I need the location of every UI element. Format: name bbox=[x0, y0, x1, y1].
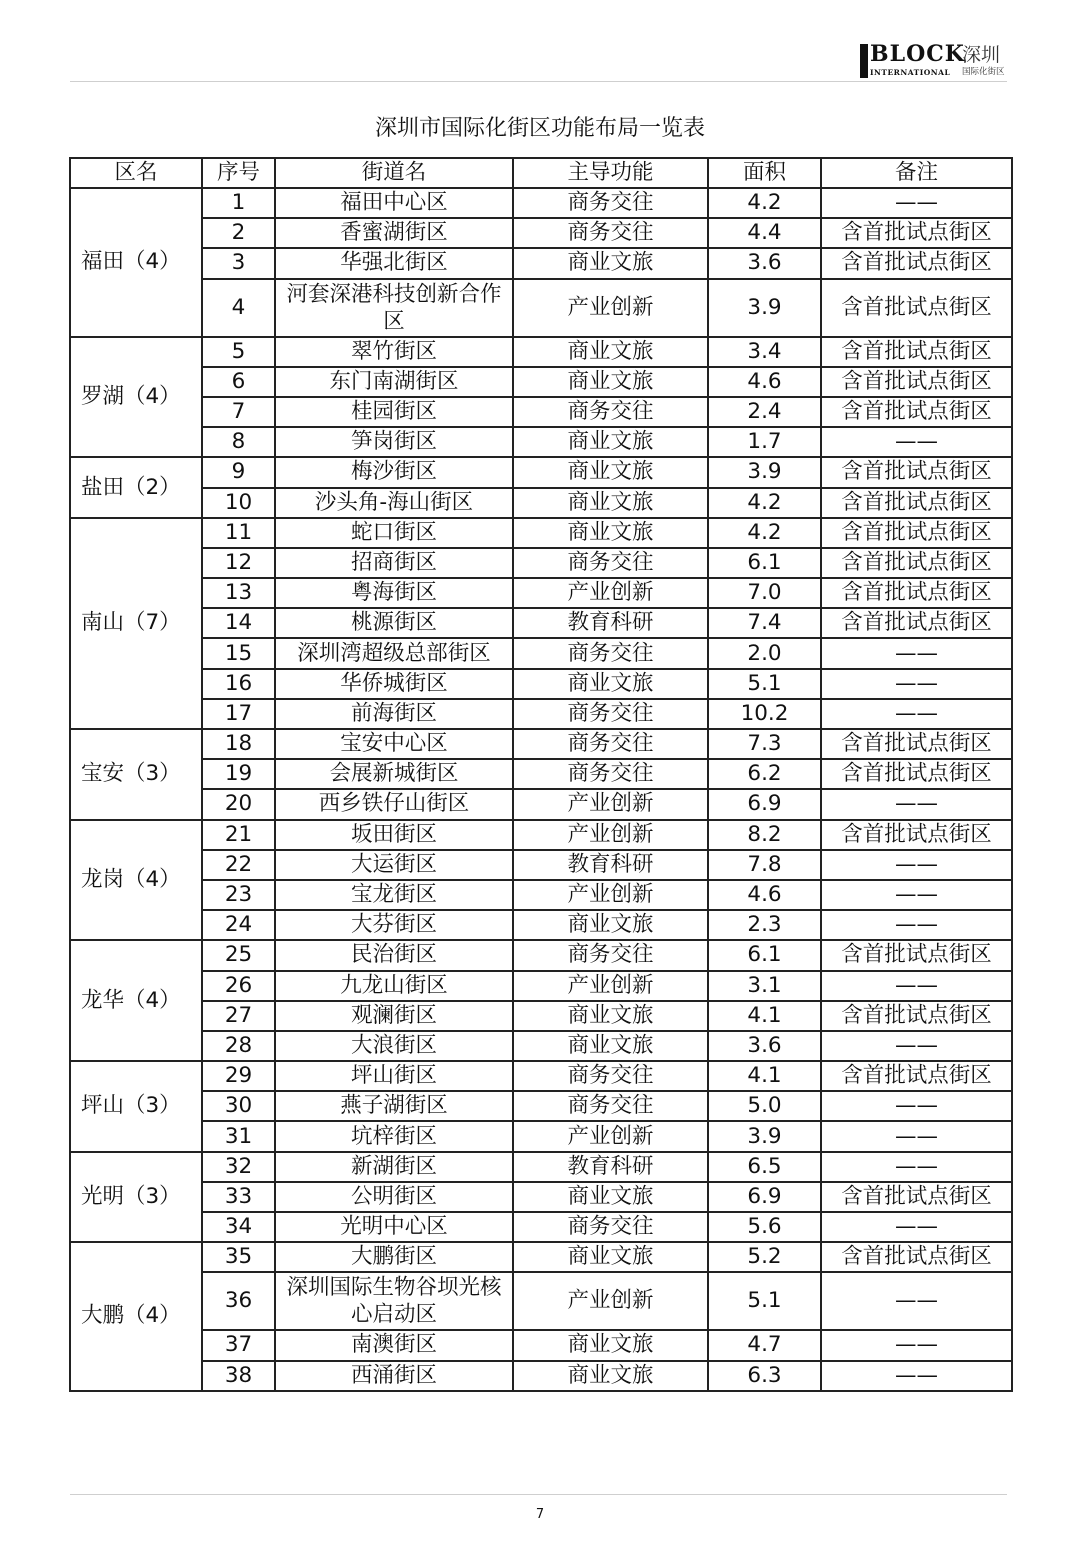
function-cell: 商业文旅 bbox=[513, 1361, 708, 1391]
table-row bbox=[70, 1001, 1012, 1031]
area-cell: 4.7 bbox=[708, 1330, 821, 1360]
area-cell: 7.3 bbox=[708, 729, 821, 759]
function-cell: 商业文旅 bbox=[513, 367, 708, 397]
function-cell: 商业文旅 bbox=[513, 1001, 708, 1031]
area-cell: 5.1 bbox=[708, 669, 821, 699]
street-name-cell: 福田中心区 bbox=[275, 188, 513, 218]
street-name-cell: 大运街区 bbox=[275, 850, 513, 880]
function-cell: 商务交往 bbox=[513, 638, 708, 668]
index-cell: 18 bbox=[202, 729, 275, 759]
area-cell: 8.2 bbox=[708, 820, 821, 850]
logo-city-name: 深圳 bbox=[962, 44, 1001, 66]
index-cell: 35 bbox=[202, 1242, 275, 1272]
note-cell: —— bbox=[821, 1031, 1012, 1061]
street-name-cell: 坂田街区 bbox=[275, 820, 513, 850]
note-cell: 含首批试点街区 bbox=[821, 488, 1012, 518]
area-cell: 4.6 bbox=[708, 880, 821, 910]
table-row bbox=[70, 1121, 1012, 1151]
table-row bbox=[70, 608, 1012, 638]
table-row bbox=[70, 971, 1012, 1001]
street-name-cell: 民治街区 bbox=[275, 940, 513, 970]
function-cell: 商业文旅 bbox=[513, 669, 708, 699]
index-cell: 14 bbox=[202, 608, 275, 638]
note-cell: —— bbox=[821, 971, 1012, 1001]
area-cell: 1.7 bbox=[708, 427, 821, 457]
street-name-cell: 梅沙街区 bbox=[275, 457, 513, 487]
function-cell: 商业文旅 bbox=[513, 488, 708, 518]
table-row bbox=[70, 910, 1012, 940]
table-row bbox=[70, 578, 1012, 608]
street-name-cell: 观澜街区 bbox=[275, 1001, 513, 1031]
note-cell: 含首批试点街区 bbox=[821, 759, 1012, 789]
note-cell: —— bbox=[821, 427, 1012, 457]
note-cell: —— bbox=[821, 1272, 1012, 1330]
street-name-cell: 华强北街区 bbox=[275, 248, 513, 278]
note-cell: 含首批试点街区 bbox=[821, 1242, 1012, 1272]
note-cell: —— bbox=[821, 1330, 1012, 1360]
note-cell: —— bbox=[821, 1091, 1012, 1121]
logo-subword: INTERNATIONAL bbox=[870, 68, 951, 77]
district-name-cell: 福田（4） bbox=[70, 188, 202, 337]
header-street: 街道名 bbox=[275, 158, 513, 188]
table-row bbox=[70, 1152, 1012, 1182]
street-name-cell: 深圳国际生物谷坝光核心启动区 bbox=[275, 1272, 513, 1330]
function-cell: 商务交往 bbox=[513, 759, 708, 789]
function-cell: 商务交往 bbox=[513, 188, 708, 218]
street-name-cell: 桂园街区 bbox=[275, 397, 513, 427]
index-cell: 15 bbox=[202, 638, 275, 668]
table-row bbox=[70, 457, 1012, 487]
function-cell: 产业创新 bbox=[513, 578, 708, 608]
index-cell: 17 bbox=[202, 699, 275, 729]
index-cell: 37 bbox=[202, 1330, 275, 1360]
note-cell: —— bbox=[821, 638, 1012, 668]
district-name-cell: 龙岗（4） bbox=[70, 820, 202, 941]
area-cell: 4.6 bbox=[708, 367, 821, 397]
table-header-row bbox=[70, 158, 1012, 188]
index-cell: 21 bbox=[202, 820, 275, 850]
street-name-cell: 前海街区 bbox=[275, 699, 513, 729]
area-cell: 4.2 bbox=[708, 488, 821, 518]
note-cell: —— bbox=[821, 880, 1012, 910]
table-row bbox=[70, 397, 1012, 427]
function-cell: 产业创新 bbox=[513, 880, 708, 910]
function-cell: 商务交往 bbox=[513, 940, 708, 970]
index-cell: 10 bbox=[202, 488, 275, 518]
area-cell: 3.9 bbox=[708, 279, 821, 337]
index-cell: 26 bbox=[202, 971, 275, 1001]
brand-logo bbox=[858, 42, 1008, 80]
index-cell: 31 bbox=[202, 1121, 275, 1151]
note-cell: 含首批试点街区 bbox=[821, 397, 1012, 427]
area-cell: 4.1 bbox=[708, 1061, 821, 1091]
note-cell: —— bbox=[821, 188, 1012, 218]
street-name-cell: 蛇口街区 bbox=[275, 518, 513, 548]
note-cell: 含首批试点街区 bbox=[821, 279, 1012, 337]
table-row bbox=[70, 789, 1012, 819]
table-row bbox=[70, 248, 1012, 278]
street-name-cell: 西乡铁仔山街区 bbox=[275, 789, 513, 819]
district-name-cell: 南山（7） bbox=[70, 518, 202, 729]
function-layout-table bbox=[69, 157, 1013, 1392]
district-name-cell: 大鹏（4） bbox=[70, 1242, 202, 1391]
note-cell: —— bbox=[821, 669, 1012, 699]
street-name-cell: 西涌街区 bbox=[275, 1361, 513, 1391]
district-name-cell: 光明（3） bbox=[70, 1152, 202, 1243]
area-cell: 4.4 bbox=[708, 218, 821, 248]
street-name-cell: 翠竹街区 bbox=[275, 337, 513, 367]
function-cell: 商业文旅 bbox=[513, 457, 708, 487]
area-cell: 3.9 bbox=[708, 457, 821, 487]
function-cell: 商业文旅 bbox=[513, 1182, 708, 1212]
area-cell: 6.9 bbox=[708, 1182, 821, 1212]
street-name-cell: 河套深港科技创新合作区 bbox=[275, 279, 513, 337]
street-name-cell: 大鹏街区 bbox=[275, 1242, 513, 1272]
table-row bbox=[70, 1242, 1012, 1272]
area-cell: 2.0 bbox=[708, 638, 821, 668]
table-row bbox=[70, 1182, 1012, 1212]
function-cell: 商务交往 bbox=[513, 1061, 708, 1091]
index-cell: 29 bbox=[202, 1061, 275, 1091]
street-name-cell: 南澳街区 bbox=[275, 1330, 513, 1360]
function-cell: 商业文旅 bbox=[513, 427, 708, 457]
note-cell: 含首批试点街区 bbox=[821, 1001, 1012, 1031]
district-name-cell: 盐田（2） bbox=[70, 457, 202, 517]
header-area: 面积 bbox=[708, 158, 821, 188]
district-name-cell: 宝安（3） bbox=[70, 729, 202, 820]
area-cell: 4.1 bbox=[708, 1001, 821, 1031]
index-cell: 30 bbox=[202, 1091, 275, 1121]
page-number: 7 bbox=[535, 1507, 545, 1522]
index-cell: 4 bbox=[202, 279, 275, 337]
street-name-cell: 光明中心区 bbox=[275, 1212, 513, 1242]
logo-bar-mark bbox=[860, 44, 868, 78]
area-cell: 6.5 bbox=[708, 1152, 821, 1182]
index-cell: 5 bbox=[202, 337, 275, 367]
function-cell: 产业创新 bbox=[513, 1121, 708, 1151]
note-cell: 含首批试点街区 bbox=[821, 608, 1012, 638]
street-name-cell: 沙头角-海山街区 bbox=[275, 488, 513, 518]
note-cell: 含首批试点街区 bbox=[821, 367, 1012, 397]
note-cell: —— bbox=[821, 1212, 1012, 1242]
function-cell: 商务交往 bbox=[513, 548, 708, 578]
table-row bbox=[70, 188, 1012, 218]
function-cell: 教育科研 bbox=[513, 608, 708, 638]
street-name-cell: 招商街区 bbox=[275, 548, 513, 578]
index-cell: 11 bbox=[202, 518, 275, 548]
note-cell: 含首批试点街区 bbox=[821, 820, 1012, 850]
note-cell: 含首批试点街区 bbox=[821, 1182, 1012, 1212]
table-row bbox=[70, 518, 1012, 548]
note-cell: 含首批试点街区 bbox=[821, 457, 1012, 487]
index-cell: 34 bbox=[202, 1212, 275, 1242]
area-cell: 5.0 bbox=[708, 1091, 821, 1121]
note-cell: 含首批试点街区 bbox=[821, 218, 1012, 248]
table-row bbox=[70, 1031, 1012, 1061]
function-cell: 产业创新 bbox=[513, 279, 708, 337]
function-cell: 产业创新 bbox=[513, 789, 708, 819]
index-cell: 20 bbox=[202, 789, 275, 819]
area-cell: 6.3 bbox=[708, 1361, 821, 1391]
area-cell: 4.2 bbox=[708, 518, 821, 548]
index-cell: 19 bbox=[202, 759, 275, 789]
note-cell: 含首批试点街区 bbox=[821, 548, 1012, 578]
note-cell: —— bbox=[821, 699, 1012, 729]
area-cell: 3.6 bbox=[708, 248, 821, 278]
index-cell: 22 bbox=[202, 850, 275, 880]
header-note: 备注 bbox=[821, 158, 1012, 188]
table-body bbox=[70, 188, 1012, 1391]
function-cell: 商务交往 bbox=[513, 218, 708, 248]
function-cell: 产业创新 bbox=[513, 971, 708, 1001]
table-row bbox=[70, 279, 1012, 337]
function-cell: 产业创新 bbox=[513, 820, 708, 850]
note-cell: —— bbox=[821, 1361, 1012, 1391]
note-cell: 含首批试点街区 bbox=[821, 729, 1012, 759]
logo-wordmark: BLOCK bbox=[870, 41, 965, 67]
index-cell: 1 bbox=[202, 188, 275, 218]
index-cell: 27 bbox=[202, 1001, 275, 1031]
table-row bbox=[70, 820, 1012, 850]
table-row bbox=[70, 1361, 1012, 1391]
street-name-cell: 公明街区 bbox=[275, 1182, 513, 1212]
table-row bbox=[70, 850, 1012, 880]
page-title: 深圳市国际化街区功能布局一览表 bbox=[374, 116, 705, 141]
index-cell: 6 bbox=[202, 367, 275, 397]
index-cell: 25 bbox=[202, 940, 275, 970]
note-cell: 含首批试点街区 bbox=[821, 518, 1012, 548]
street-name-cell: 香蜜湖街区 bbox=[275, 218, 513, 248]
street-name-cell: 深圳湾超级总部街区 bbox=[275, 638, 513, 668]
index-cell: 36 bbox=[202, 1272, 275, 1330]
table-row bbox=[70, 1212, 1012, 1242]
index-cell: 9 bbox=[202, 457, 275, 487]
note-cell: —— bbox=[821, 910, 1012, 940]
table-row bbox=[70, 367, 1012, 397]
street-name-cell: 九龙山街区 bbox=[275, 971, 513, 1001]
note-cell: —— bbox=[821, 850, 1012, 880]
function-cell: 商业文旅 bbox=[513, 1031, 708, 1061]
function-cell: 商业文旅 bbox=[513, 910, 708, 940]
area-cell: 3.6 bbox=[708, 1031, 821, 1061]
function-cell: 商业文旅 bbox=[513, 248, 708, 278]
note-cell: —— bbox=[821, 1152, 1012, 1182]
function-cell: 商务交往 bbox=[513, 729, 708, 759]
district-name-cell: 坪山（3） bbox=[70, 1061, 202, 1152]
header-divider bbox=[70, 81, 1007, 82]
table-row bbox=[70, 638, 1012, 668]
index-cell: 16 bbox=[202, 669, 275, 699]
area-cell: 4.2 bbox=[708, 188, 821, 218]
index-cell: 32 bbox=[202, 1152, 275, 1182]
index-cell: 13 bbox=[202, 578, 275, 608]
table-row bbox=[70, 337, 1012, 367]
area-cell: 10.2 bbox=[708, 699, 821, 729]
street-name-cell: 东门南湖街区 bbox=[275, 367, 513, 397]
street-name-cell: 笋岗街区 bbox=[275, 427, 513, 457]
table-row bbox=[70, 488, 1012, 518]
area-cell: 7.8 bbox=[708, 850, 821, 880]
table-row bbox=[70, 880, 1012, 910]
logo-subtitle: 国际化街区 bbox=[962, 67, 1005, 77]
table-row bbox=[70, 1061, 1012, 1091]
index-cell: 24 bbox=[202, 910, 275, 940]
area-cell: 6.2 bbox=[708, 759, 821, 789]
note-cell: 含首批试点街区 bbox=[821, 248, 1012, 278]
index-cell: 7 bbox=[202, 397, 275, 427]
note-cell: —— bbox=[821, 1121, 1012, 1151]
area-cell: 7.0 bbox=[708, 578, 821, 608]
index-cell: 23 bbox=[202, 880, 275, 910]
street-name-cell: 大芬街区 bbox=[275, 910, 513, 940]
note-cell: 含首批试点街区 bbox=[821, 337, 1012, 367]
function-cell: 商业文旅 bbox=[513, 337, 708, 367]
area-cell: 2.4 bbox=[708, 397, 821, 427]
area-cell: 3.4 bbox=[708, 337, 821, 367]
function-cell: 教育科研 bbox=[513, 850, 708, 880]
area-cell: 6.1 bbox=[708, 940, 821, 970]
table-row bbox=[70, 427, 1012, 457]
street-name-cell: 宝安中心区 bbox=[275, 729, 513, 759]
street-name-cell: 华侨城街区 bbox=[275, 669, 513, 699]
note-cell: 含首批试点街区 bbox=[821, 1061, 1012, 1091]
header-function: 主导功能 bbox=[513, 158, 708, 188]
street-name-cell: 会展新城街区 bbox=[275, 759, 513, 789]
area-cell: 6.1 bbox=[708, 548, 821, 578]
area-cell: 5.6 bbox=[708, 1212, 821, 1242]
area-cell: 5.1 bbox=[708, 1272, 821, 1330]
index-cell: 2 bbox=[202, 218, 275, 248]
index-cell: 33 bbox=[202, 1182, 275, 1212]
index-cell: 12 bbox=[202, 548, 275, 578]
note-cell: —— bbox=[821, 789, 1012, 819]
table-row bbox=[70, 699, 1012, 729]
function-cell: 商业文旅 bbox=[513, 1330, 708, 1360]
index-cell: 28 bbox=[202, 1031, 275, 1061]
function-cell: 商业文旅 bbox=[513, 1242, 708, 1272]
header-district: 区名 bbox=[70, 158, 202, 188]
note-cell: 含首批试点街区 bbox=[821, 578, 1012, 608]
function-cell: 产业创新 bbox=[513, 1272, 708, 1330]
street-name-cell: 宝龙街区 bbox=[275, 880, 513, 910]
table-row bbox=[70, 548, 1012, 578]
street-name-cell: 坑梓街区 bbox=[275, 1121, 513, 1151]
street-name-cell: 燕子湖街区 bbox=[275, 1091, 513, 1121]
street-name-cell: 新湖街区 bbox=[275, 1152, 513, 1182]
table-row bbox=[70, 940, 1012, 970]
function-cell: 商业文旅 bbox=[513, 518, 708, 548]
table-row bbox=[70, 218, 1012, 248]
area-cell: 3.1 bbox=[708, 971, 821, 1001]
index-cell: 38 bbox=[202, 1361, 275, 1391]
table-row bbox=[70, 1330, 1012, 1360]
function-cell: 商务交往 bbox=[513, 1212, 708, 1242]
area-cell: 6.9 bbox=[708, 789, 821, 819]
street-name-cell: 坪山街区 bbox=[275, 1061, 513, 1091]
area-cell: 2.3 bbox=[708, 910, 821, 940]
function-cell: 商务交往 bbox=[513, 699, 708, 729]
table-row bbox=[70, 1091, 1012, 1121]
index-cell: 8 bbox=[202, 427, 275, 457]
table-row bbox=[70, 669, 1012, 699]
table-row bbox=[70, 759, 1012, 789]
header-index: 序号 bbox=[202, 158, 275, 188]
function-cell: 商务交往 bbox=[513, 1091, 708, 1121]
index-cell: 3 bbox=[202, 248, 275, 278]
footer-divider bbox=[70, 1494, 1007, 1495]
district-name-cell: 龙华（4） bbox=[70, 940, 202, 1061]
table-row bbox=[70, 729, 1012, 759]
street-name-cell: 桃源街区 bbox=[275, 608, 513, 638]
area-cell: 7.4 bbox=[708, 608, 821, 638]
table-row bbox=[70, 1272, 1012, 1330]
area-cell: 5.2 bbox=[708, 1242, 821, 1272]
area-cell: 3.9 bbox=[708, 1121, 821, 1151]
note-cell: 含首批试点街区 bbox=[821, 940, 1012, 970]
street-name-cell: 大浪街区 bbox=[275, 1031, 513, 1061]
function-cell: 教育科研 bbox=[513, 1152, 708, 1182]
district-name-cell: 罗湖（4） bbox=[70, 337, 202, 458]
function-cell: 商务交往 bbox=[513, 397, 708, 427]
street-name-cell: 粤海街区 bbox=[275, 578, 513, 608]
